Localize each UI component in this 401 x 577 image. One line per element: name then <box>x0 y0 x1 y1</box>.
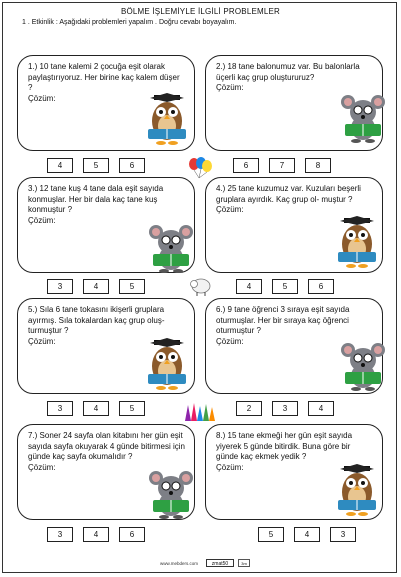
cozum-label: Çözüm: <box>28 215 56 225</box>
problem-text: 8.) 15 tane ekmeği her gün eşit sayıda yiyerek 5 günde bitirdik. Buna göre bir günde kaç ekmek yedik ? Çözüm: <box>216 431 374 473</box>
cozum-label: Çözüm: <box>216 336 244 346</box>
cozum-label: Çözüm: <box>28 336 56 346</box>
answer-box[interactable]: 4 <box>83 527 109 542</box>
owl-reading-icon <box>334 216 380 270</box>
lamb-icon <box>190 276 212 296</box>
answer-box[interactable]: 6 <box>119 527 145 542</box>
problem-text: 6.) 9 tane öğrenci 3 sıraya eşit sayıda oturmuşlar. Her bir sıraya kaç öğrenci oturmuştur ? Çözüm: <box>216 305 374 347</box>
mouse-reading-icon <box>148 466 194 520</box>
owl-reading-icon <box>144 338 190 392</box>
page-title: BÖLME İŞLEMİYLE İLGİLİ PROBLEMLER <box>120 7 281 16</box>
answer-box[interactable]: 5 <box>83 158 109 173</box>
problem-text: 1.) 10 tane kalemi 2 çocuğa eşit olarak paylaştırıyoruz. Her birine kaç kalem düşer ? Çözüm: <box>28 62 186 104</box>
footer-url: www.mebders.com <box>160 561 199 566</box>
answer-box[interactable]: 5 <box>258 527 284 542</box>
hair-clips-icon <box>182 401 218 421</box>
answer-box[interactable]: 4 <box>294 527 320 542</box>
mouse-reading-icon <box>148 220 194 274</box>
answer-box[interactable]: 4 <box>83 279 109 294</box>
answer-box[interactable]: 3 <box>272 401 298 416</box>
answer-box[interactable]: 5 <box>119 401 145 416</box>
balloons-icon <box>187 157 213 179</box>
answer-box[interactable]: 5 <box>119 279 145 294</box>
cozum-label: Çözüm: <box>28 462 56 472</box>
answer-box[interactable]: 2 <box>236 401 262 416</box>
answer-box[interactable]: 5 <box>272 279 298 294</box>
answer-box[interactable]: 6 <box>308 279 334 294</box>
answer-box[interactable]: 7 <box>269 158 295 173</box>
answer-box[interactable]: 6 <box>233 158 259 173</box>
problem-text: 3.) 12 tane kuş 4 tane dala eşit sayıda konmuşlar. Her bir dala kaç tane kuş konmuştur ? Çözüm: <box>28 184 186 226</box>
cozum-label: Çözüm: <box>216 83 244 92</box>
answer-box[interactable]: 4 <box>47 158 73 173</box>
cozum-label: Çözüm: <box>216 462 244 472</box>
page-stamp: zmat50 <box>206 559 234 567</box>
instruction-text: 1 . Etkinlik : Aşağıdaki problemleri yapalım . Doğru cevabı boyayalım. <box>22 19 237 26</box>
problem-text: 2.) 18 tane balonumuz var. Bu balonlarla üçerli kaç grup oluştururuz? Çözüm: <box>216 62 374 94</box>
answer-box[interactable]: 3 <box>47 527 73 542</box>
answer-box[interactable]: 4 <box>83 401 109 416</box>
owl-reading-icon <box>334 464 380 518</box>
answer-box[interactable]: 4 <box>236 279 262 294</box>
page-badge: 3m <box>238 559 250 567</box>
problem-text: 5.) Sıla 6 tane tokasını ikişerli gruplara ayırmış. Sıla tokalardan kaç grup oluş- turmuştur ? Çözüm: <box>28 305 186 347</box>
answer-box[interactable]: 3 <box>47 279 73 294</box>
mouse-reading-icon <box>340 338 386 392</box>
answer-box[interactable]: 3 <box>47 401 73 416</box>
cozum-label: Çözüm: <box>28 93 56 103</box>
answer-box[interactable]: 3 <box>330 527 356 542</box>
problem-text: 7.) Soner 24 sayfa olan kitabını her gün eşit sayıda sayfa okuyarak 4 günde bitirmesi için günde kaç sayfa okumalıdır ? Çözüm: <box>28 431 185 472</box>
answer-box[interactable]: 8 <box>305 158 331 173</box>
cozum-label: Çözüm: <box>216 205 244 214</box>
owl-reading-icon <box>144 93 190 147</box>
mouse-reading-icon <box>340 90 386 144</box>
problem-text: 4.) 25 tane kuzumuz var. Kuzuları beşerli gruplara ayırdık. Kaç grup ol- muştur ? Çözüm: <box>216 184 374 216</box>
answer-box[interactable]: 6 <box>119 158 145 173</box>
answer-box[interactable]: 4 <box>308 401 334 416</box>
